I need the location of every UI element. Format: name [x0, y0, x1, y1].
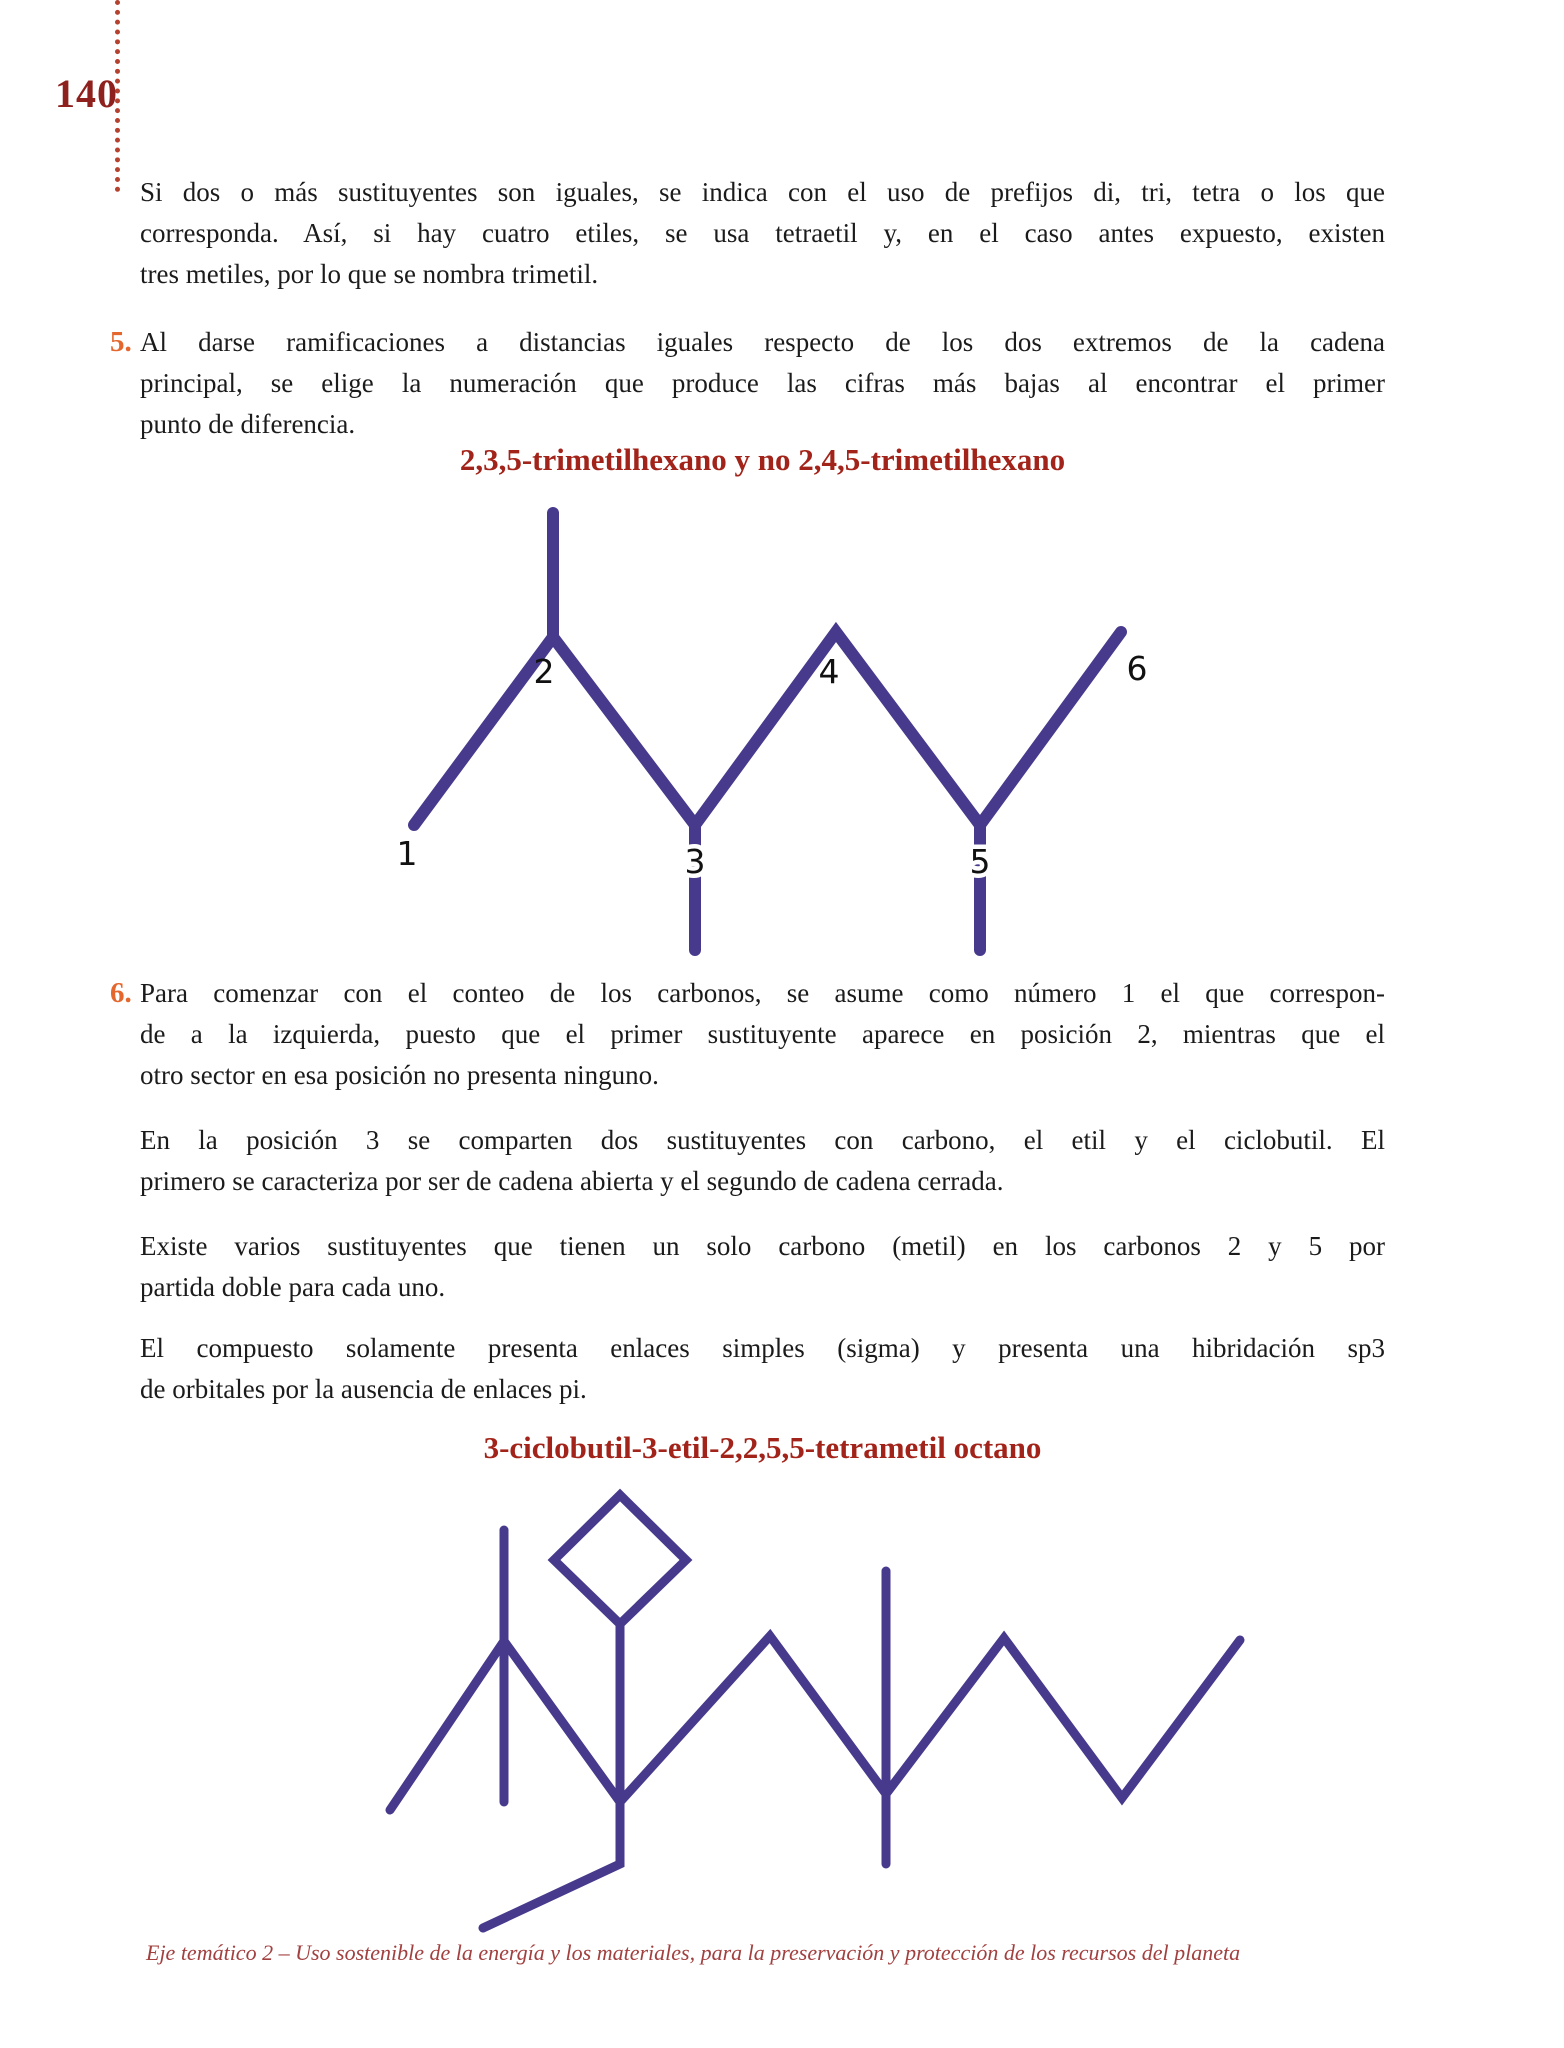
list-item-6	[110, 973, 1385, 1096]
carbon-label-1: 1	[396, 834, 418, 873]
intro-paragraph	[140, 172, 1385, 295]
list-marker-5: 5.	[110, 326, 132, 358]
paragraph-enlaces	[140, 1328, 1385, 1410]
cyclobutyl-ring	[554, 1495, 686, 1624]
text-line: Al darse ramificaciones a distancias iguales respecto de los dos extremos de la cadena	[140, 327, 1385, 357]
ethyl-bond	[483, 1802, 620, 1928]
text-line: En la posición 3 se comparten dos sustituyentes con carbono, el etil y el ciclobutil. El	[140, 1125, 1385, 1155]
text-line: partida doble para cada uno.	[140, 1272, 446, 1302]
paragraph-posicion3	[140, 1120, 1385, 1202]
main-chain-octane	[390, 1636, 1240, 1810]
list-item-6-text	[140, 973, 1385, 1096]
text-line: tres metiles, por lo que se nombra trimetil.	[140, 259, 599, 289]
footer-theme-line: Eje temático 2 – Uso sostenible de la energía y los materiales, para la preservación y protección de los recursos del planeta	[146, 1940, 1241, 1965]
main-chain-hexane	[414, 632, 1121, 825]
text-line: de a la izquierda, puesto que el primer sustituyente aparece en posición 2, mientras que el	[140, 1019, 1385, 1049]
list-item-5-text	[140, 322, 1385, 445]
structure1-diagram	[380, 480, 1160, 980]
list-item-5	[110, 322, 1385, 445]
carbon-label-2: 2	[533, 652, 555, 691]
text-line: principal, se elige la numeración que produce las cifras más bajas al encontrar el primer	[140, 368, 1385, 398]
carbon-label-6: 6	[1126, 649, 1148, 688]
text-line: de orbitales por la ausencia de enlaces pi.	[140, 1374, 587, 1404]
text-line: primero se caracteriza por ser de cadena abierta y el segundo de cadena cerrada.	[140, 1166, 1004, 1196]
structure2-bonds	[390, 1495, 1240, 1928]
text-line: Existe varios sustituyentes que tienen un solo carbono (metil) en los carbonos 2 y 5 por	[140, 1231, 1385, 1261]
carbon-label-3: 3	[684, 842, 706, 881]
structure1-labels	[397, 649, 1148, 881]
text-line: Para comenzar con el conteo de los carbonos, se asume como número 1 el que correspon-	[140, 978, 1385, 1008]
text-line: punto de diferencia.	[140, 409, 356, 439]
paragraph-metil	[140, 1226, 1385, 1308]
carbon-label-5: 5	[969, 842, 991, 881]
structure1-bonds	[414, 513, 1121, 950]
text-line: Si dos o más sustituyentes son iguales, se indica con el uso de prefijos di, tri, tetra o los que	[140, 177, 1385, 207]
page-number: 140	[55, 71, 118, 116]
text-line: corresponda. Así, si hay cuatro etiles, se usa tetraetil y, en el caso antes expuesto, existen	[140, 218, 1385, 248]
structure1-title: 2,3,5-trimetilhexano y no 2,4,5-trimetilhexano	[459, 442, 1066, 477]
list-marker-6: 6.	[110, 977, 132, 1009]
carbon-label-4: 4	[818, 652, 840, 691]
structure2-diagram	[370, 1485, 1270, 1955]
structure2-title: 3-ciclobutil-3-etil-2,2,5,5-tetrametil octano	[483, 1430, 1042, 1465]
text-line: otro sector en esa posición no presenta ninguno.	[140, 1060, 659, 1090]
text-line: El compuesto solamente presenta enlaces simples (sigma) y presenta una hibridación sp3	[140, 1333, 1385, 1363]
